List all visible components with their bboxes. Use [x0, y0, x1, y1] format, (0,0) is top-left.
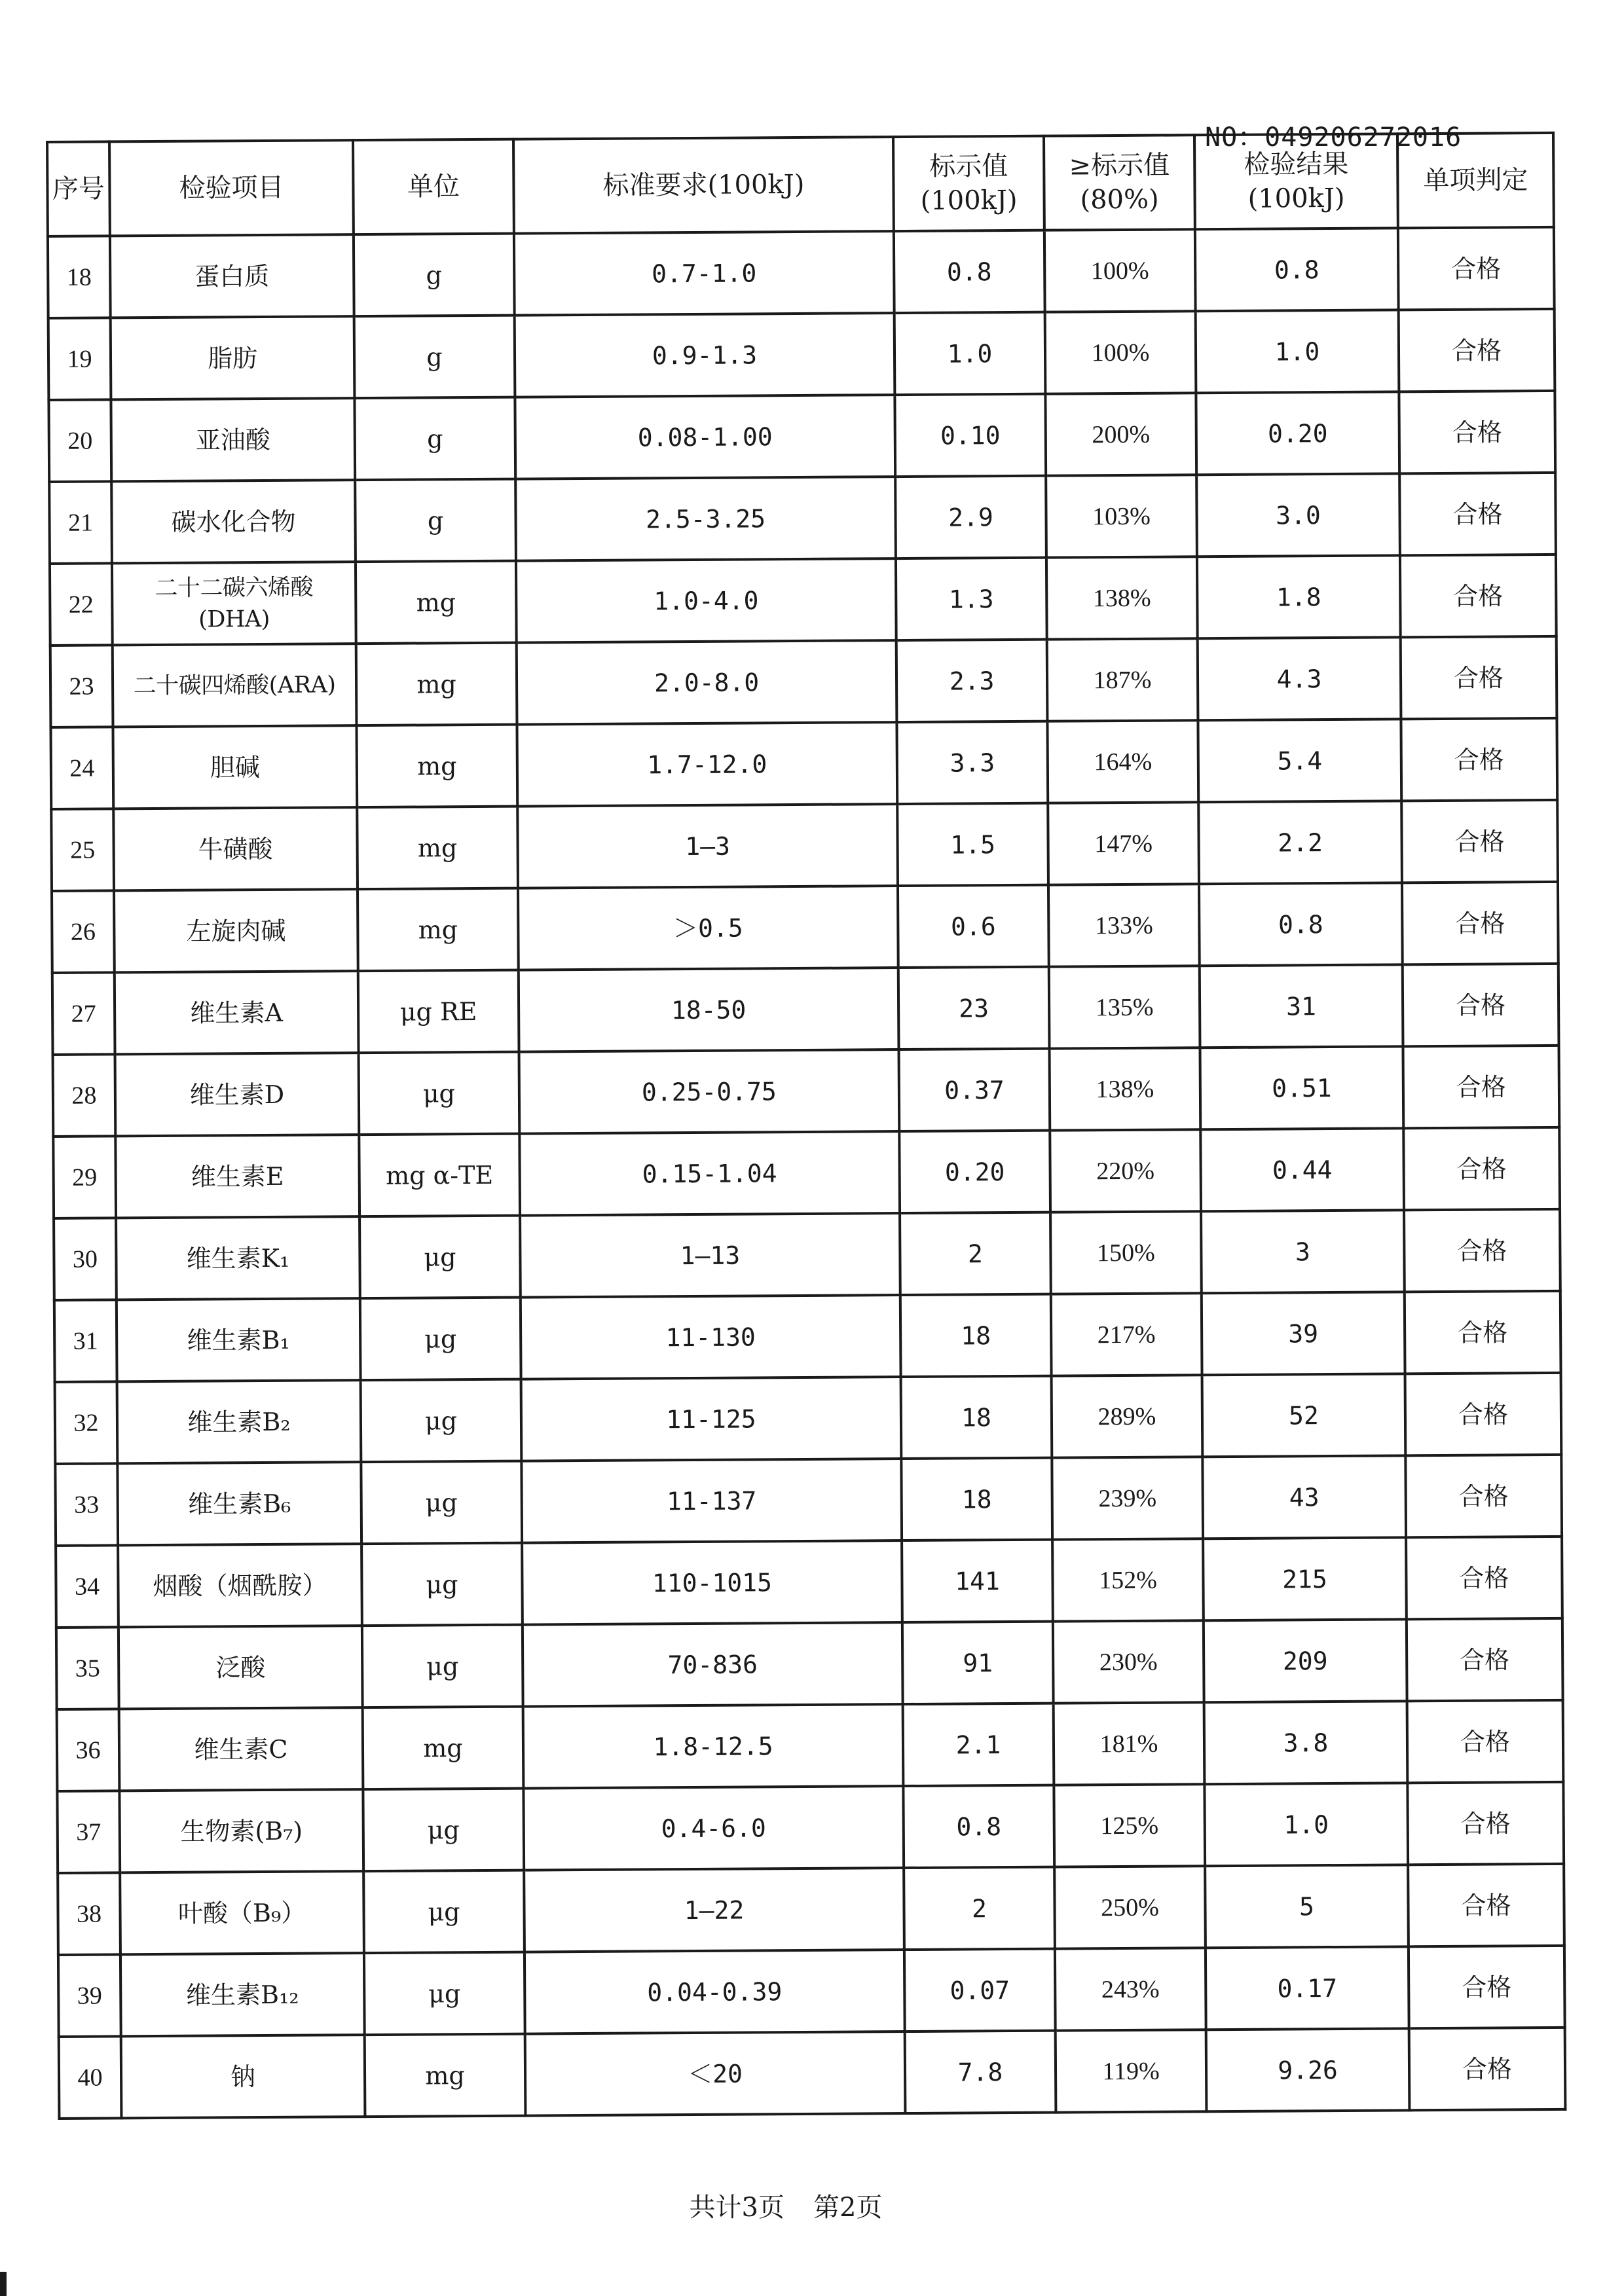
standard-requirement-cell: 1—22 — [524, 1868, 904, 1952]
table-row — [59, 2028, 1566, 2119]
judgement-cell: 合格 — [1401, 636, 1557, 719]
test-item-cell: 二十碳四烯酸(ARA) — [113, 644, 357, 727]
table-row — [57, 1700, 1564, 1791]
header-label-value: 标示值 (100kJ) — [893, 136, 1044, 231]
judgement-cell: 合格 — [1405, 1291, 1561, 1374]
label-value-cell: 0.20 — [899, 1131, 1050, 1213]
unit-cell: μg — [359, 1052, 520, 1135]
standard-requirement-cell: 0.7-1.0 — [514, 231, 895, 316]
test-item-cell: 维生素B₆ — [117, 1462, 361, 1545]
judgement-cell: 合格 — [1403, 964, 1559, 1046]
table-row — [57, 1782, 1564, 1873]
inspection-results-table — [46, 132, 1566, 2120]
standard-requirement-cell: 1.8-12.5 — [523, 1704, 904, 1789]
standard-requirement-cell: 2.0-8.0 — [517, 640, 897, 725]
judgement-cell: 合格 — [1402, 882, 1559, 964]
test-result-cell: 0.51 — [1200, 1046, 1403, 1129]
test-result-cell: 5.4 — [1198, 719, 1401, 802]
test-item-cell: 烟酸（烟酰胺） — [118, 1544, 362, 1627]
unit-cell: μg — [363, 1789, 524, 1871]
judgement-cell: 合格 — [1401, 800, 1558, 883]
label-value-cell: 0.37 — [899, 1049, 1050, 1131]
table-row — [54, 1291, 1561, 1382]
test-result-cell: 0.17 — [1206, 1946, 1409, 2030]
unit-cell: μg — [360, 1298, 521, 1380]
unit-cell: mg — [356, 643, 517, 725]
judgement-cell: 合格 — [1409, 1946, 1565, 2028]
standard-requirement-cell: 0.15-1.04 — [519, 1131, 900, 1216]
table-row — [50, 555, 1557, 646]
row-number-cell: 29 — [53, 1136, 116, 1218]
header-result: 检验结果 (100kJ) — [1194, 134, 1398, 229]
table-row — [53, 1046, 1560, 1137]
row-number-cell: 38 — [58, 1872, 120, 1955]
percent-of-label-cell: 103% — [1046, 475, 1197, 557]
test-item-cell: 蛋白质 — [110, 234, 354, 318]
row-number-cell: 19 — [48, 318, 111, 400]
percent-of-label-cell: 152% — [1052, 1539, 1204, 1621]
unit-cell: g — [354, 316, 515, 398]
header-unit: 单位 — [353, 139, 514, 234]
unit-cell: g — [355, 479, 516, 562]
page-footer — [0, 2187, 1572, 2224]
test-result-cell: 2.2 — [1198, 801, 1402, 884]
row-number-cell: 32 — [55, 1381, 118, 1464]
label-value-cell: 18 — [901, 1376, 1052, 1459]
percent-of-label-cell: 289% — [1052, 1375, 1203, 1457]
standard-requirement-cell: 0.04-0.39 — [525, 1950, 905, 2034]
table-row — [49, 473, 1556, 564]
table-row — [48, 227, 1555, 318]
header-no: 序号 — [47, 141, 110, 236]
table-header — [47, 133, 1554, 236]
label-value-cell: 3.3 — [896, 721, 1048, 804]
test-result-cell: 3.8 — [1204, 1701, 1408, 1784]
unit-cell: μg — [360, 1216, 521, 1298]
row-number-cell: 34 — [56, 1545, 119, 1628]
row-number-cell: 37 — [57, 1791, 120, 1873]
standard-requirement-cell: 2.5-3.25 — [515, 477, 896, 561]
test-item-cell: 牛磺酸 — [113, 807, 358, 890]
test-item-cell: 左旋肉碱 — [114, 889, 358, 972]
standard-requirement-cell: 1.7-12.0 — [517, 722, 897, 807]
test-item-cell: 维生素B₁₂ — [120, 1953, 365, 2036]
test-item-cell: 维生素B₂ — [117, 1380, 361, 1463]
unit-cell: mg — [363, 1707, 524, 1789]
row-number-cell: 20 — [48, 399, 111, 482]
current-page: 第2页 — [813, 2193, 883, 2223]
label-value-cell: 2.1 — [903, 1704, 1054, 1786]
standard-requirement-cell: 0.08-1.00 — [515, 395, 895, 479]
test-result-cell: 3.0 — [1196, 473, 1400, 556]
table-row — [58, 1946, 1565, 2037]
label-value-cell: 0.07 — [904, 1949, 1056, 2032]
test-item-cell: 维生素A — [115, 971, 359, 1054]
percent-of-label-cell: 243% — [1055, 1948, 1206, 2030]
table-row — [56, 1537, 1562, 1628]
test-result-cell: 0.20 — [1196, 392, 1399, 475]
table-row — [58, 1864, 1564, 1955]
judgement-cell: 合格 — [1403, 1127, 1560, 1210]
percent-of-label-cell: 138% — [1046, 556, 1198, 639]
header-item: 检验项目 — [109, 140, 354, 236]
percent-of-label-cell: 181% — [1054, 1702, 1205, 1785]
row-number-cell: 36 — [57, 1709, 120, 1791]
table-row — [54, 1209, 1560, 1300]
header-row — [47, 133, 1554, 236]
table-row — [52, 964, 1559, 1055]
percent-of-label-cell: 119% — [1056, 2030, 1207, 2112]
label-value-cell: 2.9 — [895, 476, 1046, 558]
test-result-cell: 0.8 — [1195, 228, 1399, 311]
test-result-cell: 52 — [1202, 1374, 1406, 1457]
standard-requirement-cell: 110-1015 — [522, 1540, 902, 1625]
standard-requirement-cell: ＜20 — [525, 2032, 906, 2116]
report-number: NO：049206272016 — [1205, 122, 1462, 153]
test-item-cell: 脂肪 — [111, 316, 355, 399]
row-number-cell: 35 — [56, 1627, 119, 1709]
percent-of-label-cell: 100% — [1044, 229, 1196, 312]
row-number-cell: 39 — [58, 1954, 121, 2037]
unit-cell: μg RE — [358, 970, 519, 1053]
unit-cell: μg — [362, 1625, 523, 1707]
unit-cell: mg — [356, 561, 517, 644]
unit-cell: μg — [361, 1461, 522, 1544]
percent-of-label-cell: 217% — [1051, 1293, 1202, 1376]
unit-cell: mg α-TE — [359, 1134, 520, 1216]
test-item-cell: 维生素E — [115, 1135, 360, 1218]
test-result-cell: 215 — [1203, 1537, 1407, 1620]
unit-cell: g — [354, 397, 515, 480]
label-value-cell: 0.6 — [898, 885, 1049, 968]
judgement-cell: 合格 — [1408, 1864, 1564, 1946]
standard-requirement-cell: 1.0-4.0 — [516, 558, 896, 643]
percent-of-label-cell: 187% — [1047, 638, 1198, 721]
label-value-cell: 0.8 — [894, 230, 1045, 313]
judgement-cell: 合格 — [1404, 1209, 1560, 1292]
unit-cell: g — [354, 234, 515, 316]
test-item-cell: 叶酸（B₉） — [120, 1871, 364, 1954]
row-number-cell: 22 — [50, 563, 113, 646]
test-result-cell: 1.8 — [1197, 555, 1401, 638]
unit-cell: mg — [357, 807, 518, 889]
percent-of-label-cell: 200% — [1045, 393, 1196, 475]
scan-edge-mark — [0, 2272, 7, 2296]
table-row — [50, 718, 1557, 809]
percent-of-label-cell: 135% — [1049, 966, 1200, 1048]
table-row — [53, 1127, 1560, 1218]
row-number-cell: 23 — [50, 645, 113, 727]
standard-requirement-cell: 11-137 — [521, 1459, 902, 1543]
table-body — [48, 227, 1566, 2119]
percent-of-label-cell: 138% — [1049, 1048, 1200, 1130]
test-result-cell: 9.26 — [1206, 2028, 1410, 2111]
row-number-cell: 25 — [51, 809, 114, 891]
test-result-cell: 31 — [1200, 964, 1403, 1048]
judgement-cell: 合格 — [1400, 555, 1557, 637]
test-item-cell: 维生素K₁ — [116, 1216, 360, 1300]
test-result-cell: 0.8 — [1199, 883, 1403, 966]
test-item-cell: 维生素B₁ — [117, 1298, 361, 1381]
label-value-cell: 2.3 — [896, 640, 1048, 722]
unit-cell: mg — [365, 2034, 526, 2117]
unit-cell: μg — [361, 1379, 522, 1462]
row-number-cell: 31 — [54, 1300, 117, 1382]
judgement-cell: 合格 — [1401, 718, 1557, 801]
standard-requirement-cell: ＞0.5 — [518, 886, 898, 970]
standard-requirement-cell: 70-836 — [523, 1622, 903, 1707]
label-value-cell: 1.3 — [896, 558, 1047, 640]
label-value-cell: 18 — [901, 1458, 1052, 1540]
percent-of-label-cell: 230% — [1053, 1620, 1204, 1703]
judgement-cell: 合格 — [1407, 1700, 1564, 1783]
unit-cell: mg — [358, 888, 519, 971]
test-result-cell: 209 — [1204, 1619, 1407, 1702]
row-number-cell: 28 — [53, 1054, 116, 1137]
standard-requirement-cell: 18-50 — [519, 968, 899, 1052]
judgement-cell: 合格 — [1406, 1537, 1562, 1619]
label-value-cell: 2 — [904, 1867, 1055, 1950]
percent-of-label-cell: 250% — [1054, 1866, 1206, 1948]
judgement-cell: 合格 — [1399, 309, 1555, 392]
test-result-cell: 39 — [1202, 1292, 1405, 1375]
label-value-cell: 0.10 — [895, 394, 1046, 477]
label-value-cell: 7.8 — [905, 2031, 1056, 2113]
test-item-cell: 胆碱 — [113, 725, 357, 809]
header-standard: 标准要求(100kJ) — [513, 137, 894, 234]
unit-cell: μg — [364, 1952, 525, 2035]
test-item-cell: 钠 — [121, 2035, 365, 2118]
judgement-cell: 合格 — [1405, 1373, 1562, 1455]
test-result-cell: 5 — [1205, 1865, 1409, 1948]
percent-of-label-cell: 133% — [1048, 884, 1200, 966]
test-item-cell: 亚油酸 — [111, 398, 355, 481]
test-result-cell: 1.0 — [1196, 310, 1399, 393]
label-value-cell: 2 — [900, 1212, 1051, 1295]
test-item-cell: 生物素(B₇) — [119, 1789, 363, 1872]
header-judgement: 单项判定 — [1397, 133, 1554, 228]
judgement-cell: 合格 — [1407, 1782, 1564, 1865]
test-item-cell: 泛酸 — [119, 1626, 363, 1709]
test-item-cell: 维生素D — [115, 1053, 360, 1136]
row-number-cell: 26 — [52, 890, 115, 973]
table-row — [56, 1618, 1563, 1709]
unit-cell: mg — [356, 725, 517, 807]
label-value-cell: 0.8 — [903, 1785, 1054, 1868]
header-percent-of-label: ≥标示值 (80%) — [1044, 135, 1195, 230]
row-number-cell: 18 — [48, 236, 111, 318]
table-row — [55, 1373, 1562, 1464]
row-number-cell: 27 — [52, 972, 115, 1055]
test-result-cell: 3 — [1201, 1210, 1405, 1293]
row-number-cell: 33 — [55, 1463, 118, 1546]
standard-requirement-cell: 11-130 — [521, 1295, 901, 1379]
table-row — [48, 309, 1555, 400]
standard-requirement-cell: 0.4-6.0 — [523, 1786, 904, 1870]
test-result-cell: 4.3 — [1198, 637, 1401, 720]
percent-of-label-cell: 125% — [1054, 1784, 1205, 1867]
test-item-cell: 二十二碳六烯酸 (DHA) — [112, 562, 356, 645]
label-value-cell: 1.5 — [897, 803, 1048, 886]
table-row — [51, 800, 1558, 891]
judgement-cell: 合格 — [1399, 391, 1555, 473]
label-value-cell: 18 — [900, 1294, 1052, 1377]
judgement-cell: 合格 — [1399, 473, 1556, 555]
percent-of-label-cell: 239% — [1052, 1457, 1203, 1539]
total-pages: 共计3页 — [689, 2193, 784, 2223]
row-number-cell: 40 — [59, 2036, 122, 2119]
standard-requirement-cell: 1—13 — [520, 1213, 900, 1298]
percent-of-label-cell: 147% — [1048, 802, 1199, 884]
standard-requirement-cell: 1—3 — [517, 804, 898, 888]
table-row — [48, 391, 1555, 482]
table-row — [52, 882, 1559, 973]
label-value-cell: 23 — [898, 967, 1050, 1049]
judgement-cell: 合格 — [1407, 1618, 1563, 1701]
test-result-cell: 0.44 — [1200, 1128, 1404, 1211]
percent-of-label-cell: 164% — [1047, 720, 1198, 803]
unit-cell: μg — [363, 1870, 525, 1953]
judgement-cell: 合格 — [1403, 1046, 1559, 1128]
percent-of-label-cell: 100% — [1045, 311, 1196, 393]
label-value-cell: 141 — [902, 1540, 1053, 1622]
percent-of-label-cell: 150% — [1050, 1211, 1202, 1294]
test-item-cell: 碳水化合物 — [111, 480, 356, 563]
label-value-cell: 1.0 — [895, 312, 1046, 395]
table-row — [55, 1455, 1562, 1546]
table-row — [50, 636, 1557, 727]
row-number-cell: 24 — [50, 727, 113, 809]
label-value-cell: 91 — [902, 1622, 1054, 1704]
row-number-cell: 21 — [49, 481, 112, 564]
row-number-cell: 30 — [54, 1218, 117, 1300]
judgement-cell: 合格 — [1398, 227, 1555, 310]
test-item-cell: 维生素C — [119, 1707, 363, 1791]
standard-requirement-cell: 0.9-1.3 — [515, 313, 895, 397]
standard-requirement-cell: 11-125 — [521, 1377, 902, 1461]
unit-cell: μg — [361, 1543, 523, 1626]
judgement-cell: 合格 — [1409, 2028, 1566, 2110]
test-result-cell: 43 — [1202, 1455, 1406, 1539]
judgement-cell: 合格 — [1405, 1455, 1562, 1537]
standard-requirement-cell: 0.25-0.75 — [519, 1049, 900, 1134]
test-result-cell: 1.0 — [1204, 1783, 1408, 1866]
percent-of-label-cell: 220% — [1050, 1129, 1201, 1212]
